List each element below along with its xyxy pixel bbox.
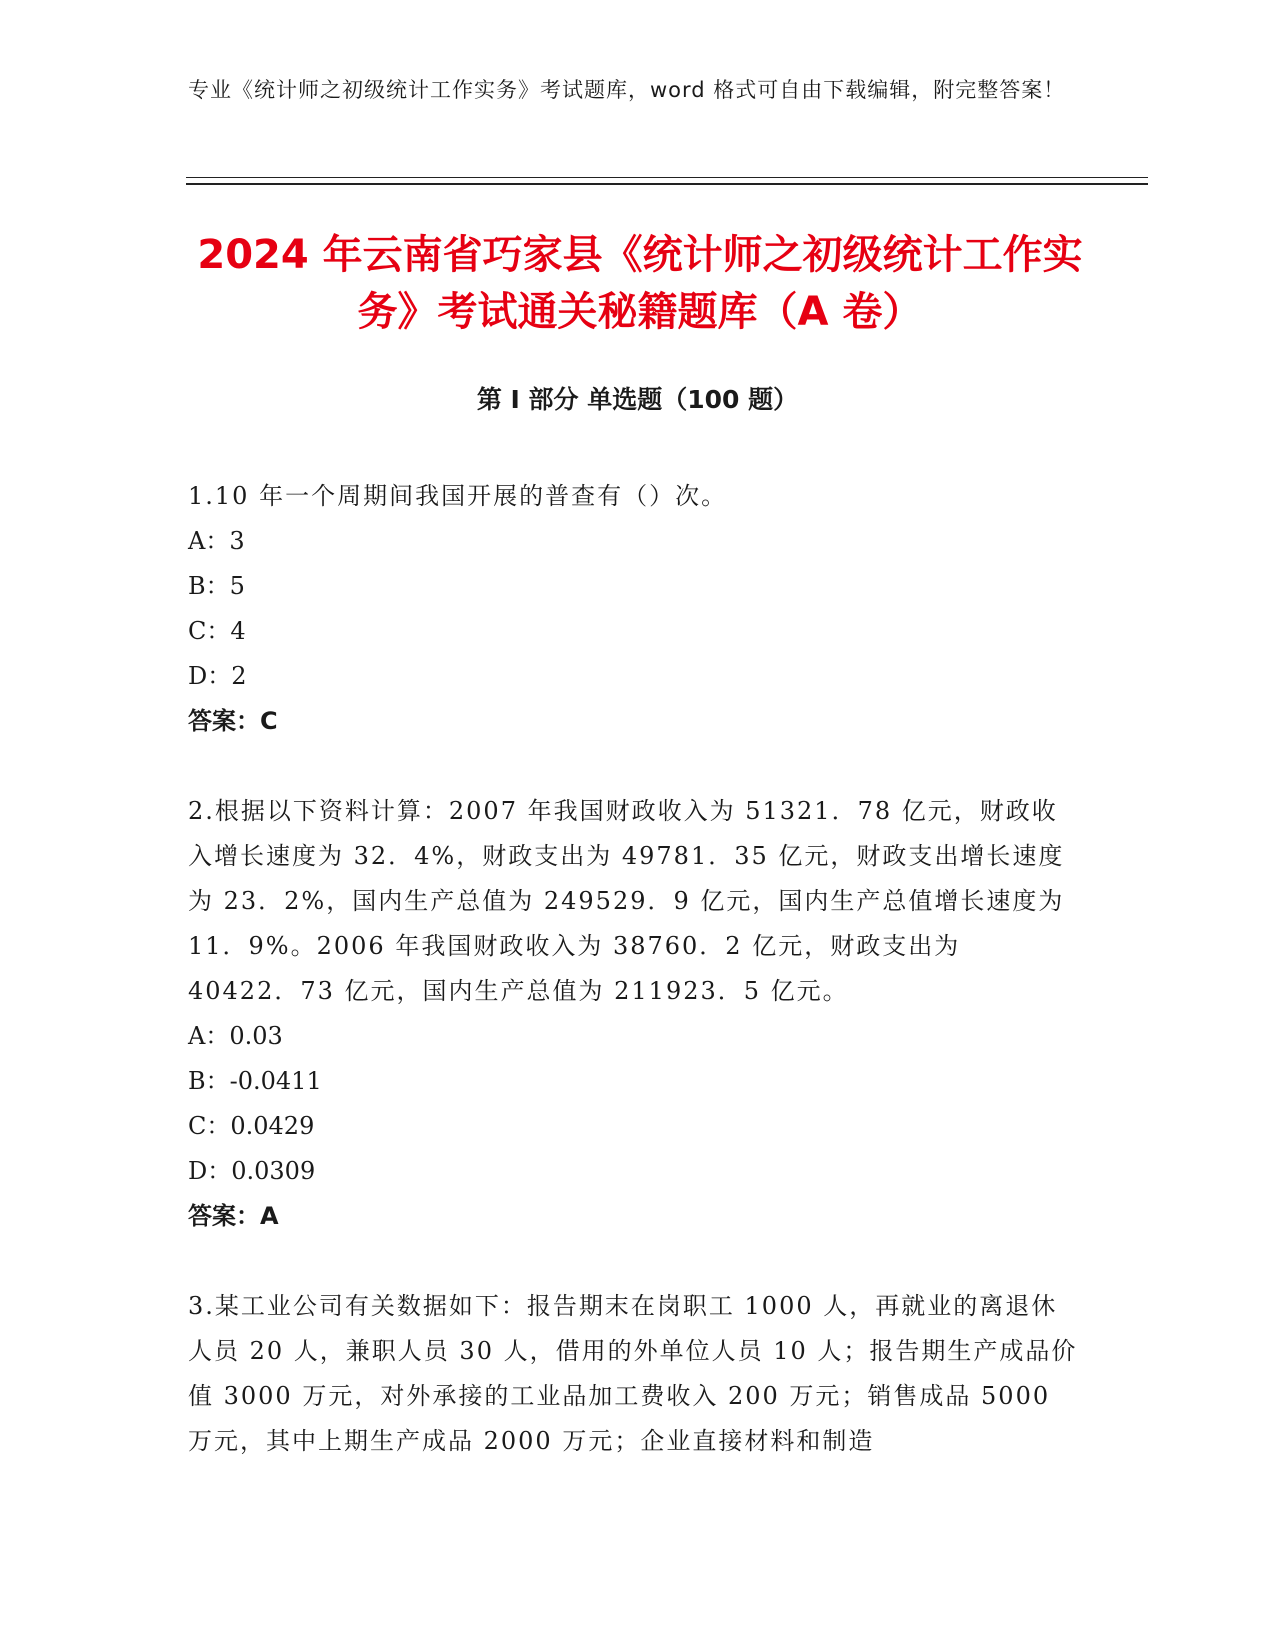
option-b: B：-0.0411 xyxy=(188,1067,322,1095)
answer-label: 答案：A xyxy=(188,1202,279,1230)
answer-label: 答案：C xyxy=(188,707,278,735)
question-list xyxy=(188,474,1078,1509)
header-divider-thin xyxy=(186,177,1148,178)
question-1 xyxy=(188,474,1078,744)
option-c: C：0.0429 xyxy=(188,1112,315,1140)
question-stem: 3.某工业公司有关数据如下：报告期末在岗职工 1000 人，再就业的离退休人员 20 人，兼职人员 30 人，借用的外单位人员 10 人；报告期生产成品价值 3000 万元，对外承接的工业品加工费收入 200 万元；销售成品 5000 万元，其中上期生产成品 2000 万元；企业直接材料和制造 xyxy=(188,1292,1078,1455)
question-stem: 2.根据以下资料计算：2007 年我国财政收入为 51321．78 亿元，财政收入增长速度为 32．4%，财政支出为 49781．35 亿元，财政支出增长速度为 23．2%，国内生产总值为 249529．9 亿元，国内生产总值增长速度为 11．9%。2006 年我国财政收入为 38760．2 亿元，财政支出为 40422．73 亿元，国内生产总值为 211923．5 亿元。 xyxy=(188,797,1065,1005)
option-a: A：0.03 xyxy=(188,1022,283,1050)
option-a: A：3 xyxy=(188,527,245,555)
option-c: C：4 xyxy=(188,617,246,645)
header-divider-thick xyxy=(186,183,1148,185)
option-b: B：5 xyxy=(188,572,245,600)
question-stem: 1.10 年一个周期间我国开展的普查有（）次。 xyxy=(188,482,728,510)
option-d: D：2 xyxy=(188,662,247,690)
question-3 xyxy=(188,1284,1078,1464)
document-title: 2024 年云南省巧家县《统计师之初级统计工作实务》考试通关秘籍题库（A 卷） xyxy=(197,232,1083,335)
question-2 xyxy=(188,789,1078,1239)
option-d: D：0.0309 xyxy=(188,1157,316,1185)
section-title: 第 I 部分 单选题（100 题） xyxy=(476,385,799,414)
header-note: 专业《统计师之初级统计工作实务》考试题库，word 格式可自由下载编辑，附完整答案！ xyxy=(188,78,1066,102)
